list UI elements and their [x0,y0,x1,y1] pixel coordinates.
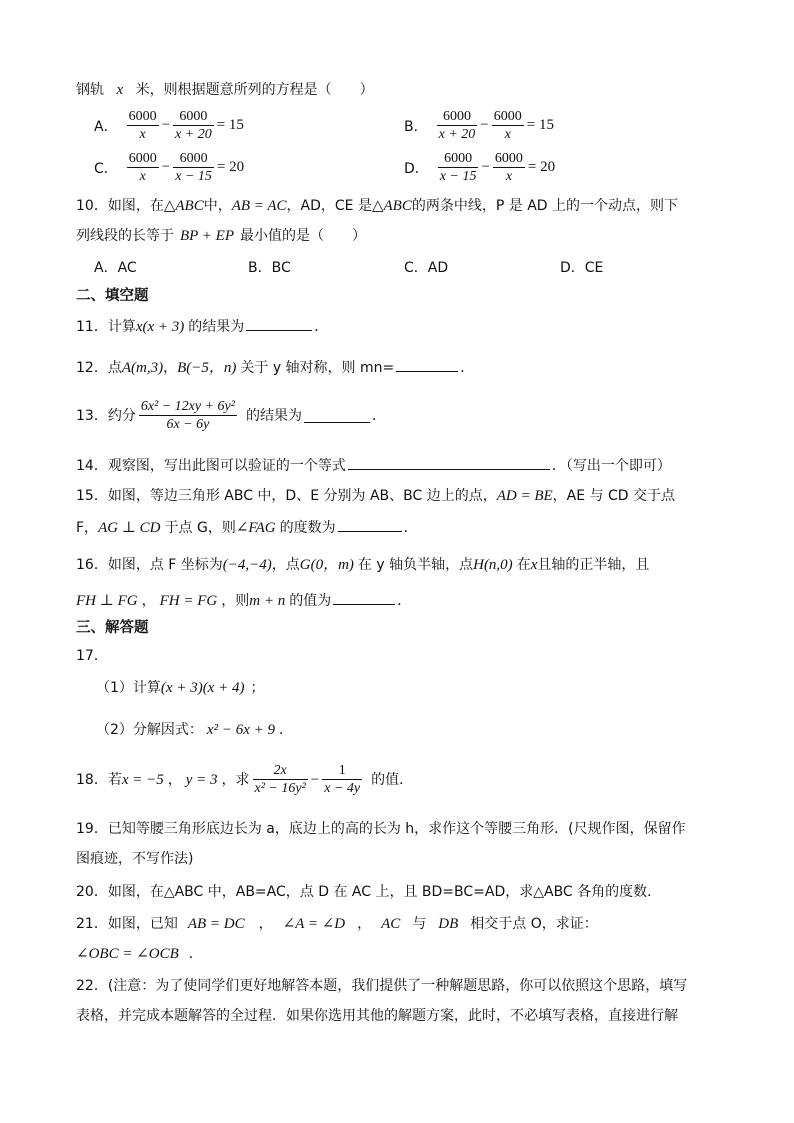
q16-line-2: FH ⊥ FG ， FH = FG ，则m + n 的值为 ． [76,590,411,611]
q14: 14．观察图，写出此图可以验证的一个等式 ．（写出一个即可） [76,455,671,476]
math: m + n [249,593,286,609]
answer-blank[interactable] [396,357,458,372]
q9-tail-b: 米，则根据题意所列的方程是（ ） [135,82,374,98]
answer-blank[interactable] [246,316,312,331]
fraction: $\frac{6000}{x}$ [128,151,157,184]
section-heading-fill-in: 二、填空题 [76,288,149,304]
rhs: = 15 [526,117,554,133]
q13: 13．约分 $\frac{\text{6x² − 12xy + 6y²}}{6x - 6y}$ 的结果为 ． [76,399,386,432]
math: FH = FG [159,593,218,609]
fraction: $\frac{1}{x - 4y}$ [324,763,361,796]
math: (x + 3)(x + 4) [160,680,245,696]
q9-tail [76,80,374,100]
q10-option-a[interactable]: A．AC [94,260,137,276]
q17-head: 17． [76,648,108,664]
answer-blank[interactable] [348,455,550,470]
math: (−5，n) [186,360,237,376]
math: x² − 6x + 9 [206,722,275,738]
rhs: = 20 [216,159,245,175]
q16-line-1: 16．如图，点 F 坐标为(−4,−4)，点G(0，m) 在 y 轴负半轴，点H(n,0) 在x且轴的正半轴，且 [76,557,650,573]
q12: 12．点A(m,3)，B(−5，n) 关于 y 轴对称，则 mn= ． [76,357,474,378]
math: AD = BE [496,488,553,504]
q17-part-1: （1）计算(x + 3)(x + 4) ； [96,680,265,696]
fraction: $\frac{6000}{x}$ [128,109,157,142]
math: (−4,−4) [222,557,272,573]
q21-line-2: ∠OBC = ∠OCB ． [76,946,203,962]
math: ∠A = ∠D [282,916,346,932]
q11: 11．计算x(x + 3) 的结果为 ． [76,316,328,337]
fraction: $\frac{2x}{\text{x² − 16y²}}$ [254,763,306,796]
section-heading-solutions: 三、解答题 [76,620,149,636]
math: ∠FAG [235,520,276,536]
q10-option-c[interactable]: C．AD [404,260,449,276]
q19-line-2: 图痕迹，不写作法) [76,851,194,867]
q22-line-1: 22．(注意：为了使同学们更好地解答本题，我们提供了一种解题思路，你可以依照这个思路，填写 [76,978,688,994]
q10-line-2: 列线段的长等于 BP + EP 最小值的是（ ） [76,228,367,244]
q9-tail-a: 钢轨 [76,82,104,98]
q15-line-1: 15．如图，等边三角形 ABC 中，D、E 分别为 AB、BC 边上的点，AD = BE，AE 与 CD 交于点 [76,488,676,504]
option-label: A． [94,118,118,135]
option-label: B． [404,118,428,135]
fraction: $\frac{6000}{x - 15}$ [439,151,477,184]
math: y = 3 [185,771,218,788]
math: AB = AC [231,198,287,214]
q10-option-d[interactable]: D．CE [560,260,604,276]
fraction: $\frac{\text{6x² − 12xy + 6y²}}{6x - 6y}$ [140,399,235,432]
q9-option-b[interactable]: B． $\frac{6000}{x + 20}$ − $\frac{6000}{x}$ = 15 [404,109,554,142]
math: △ABC [163,198,204,214]
q15-line-2: F，AG ⊥ CD 于点 G，则∠FAG 的度数为 ． [76,517,418,538]
math: H(n,0) [473,557,513,573]
fraction: $\frac{6000}{x - 15}$ [175,151,212,184]
q18: 18．若 x = −5 ， y = 3 ，求 $\frac{2x}{\text{x² − 16y²}}$ − $\frac{1}{x - 4y}$ 的值． [76,763,414,796]
math: DB [438,916,459,932]
q17-part-2: （2）分解因式： x² − 6x + 9 ． [96,722,293,738]
answer-blank[interactable] [333,590,395,605]
math: (x + 3) [142,319,185,335]
answer-blank[interactable] [338,517,402,532]
math: △ABC [371,198,412,214]
q9-option-c[interactable]: C． $\frac{6000}{x}$ − $\frac{6000}{x - 15}$ = 20 [94,151,245,184]
fraction: $\frac{6000}{x}$ [493,109,522,142]
q9-option-d[interactable]: D． $\frac{6000}{x - 15}$ − $\frac{6000}{x}$ = 20 [404,151,556,184]
math: AB = DC [187,916,245,932]
fraction: $\frac{6000}{x + 20}$ [175,109,212,142]
math: G(0，m) [299,557,354,573]
q20: 20．如图，在△ABC 中，AB=AC，点 D 在 AC 上，且 BD=BC=AD，求△ABC 各角的度数． [76,884,662,900]
math: (m,3) [131,360,164,376]
option-label: C． [94,160,118,177]
q10-option-b[interactable]: B．BC [248,260,291,276]
math: AG ⊥ CD [98,520,161,536]
q10-line-1: 10．如图，在△ABC中，AB = AC，AD，CE 是△ABC的两条中线，P 是 AD 上的一个动点，则下 [76,198,679,214]
q22-line-2: 表格，并完成本题解答的全过程．如果你选用其他的解题方案，此时，不必填写表格，直接进行解 [76,1008,678,1024]
math: ∠OBC = ∠OCB [76,946,179,962]
math: BP + EP [180,228,235,244]
q19-line-1: 19．已知等腰三角形底边长为 a，底边上的高的长为 h，求作这个等腰三角形．(尺规作图，保留作 [76,821,686,837]
q21-line-1: 21．如图，已知 AB = DC ， ∠A = ∠D ， AC 与 DB 相交于点 O，求证： [76,916,598,932]
fraction: $\frac{6000}{x + 20}$ [438,109,476,142]
q9-option-a[interactable]: A． $\frac{6000}{x}$ − $\frac{6000}{x + 20}$ = 15 [94,109,244,142]
option-label: D． [404,160,429,177]
math: FH ⊥ FG [76,593,138,609]
rhs: = 15 [216,117,244,133]
math: AC [381,916,401,932]
answer-blank[interactable] [304,408,370,423]
fraction: $\frac{6000}{x}$ [494,151,523,184]
rhs: = 20 [527,159,556,175]
q9-var-x: x [116,82,124,98]
math: x = −5 [121,771,164,788]
